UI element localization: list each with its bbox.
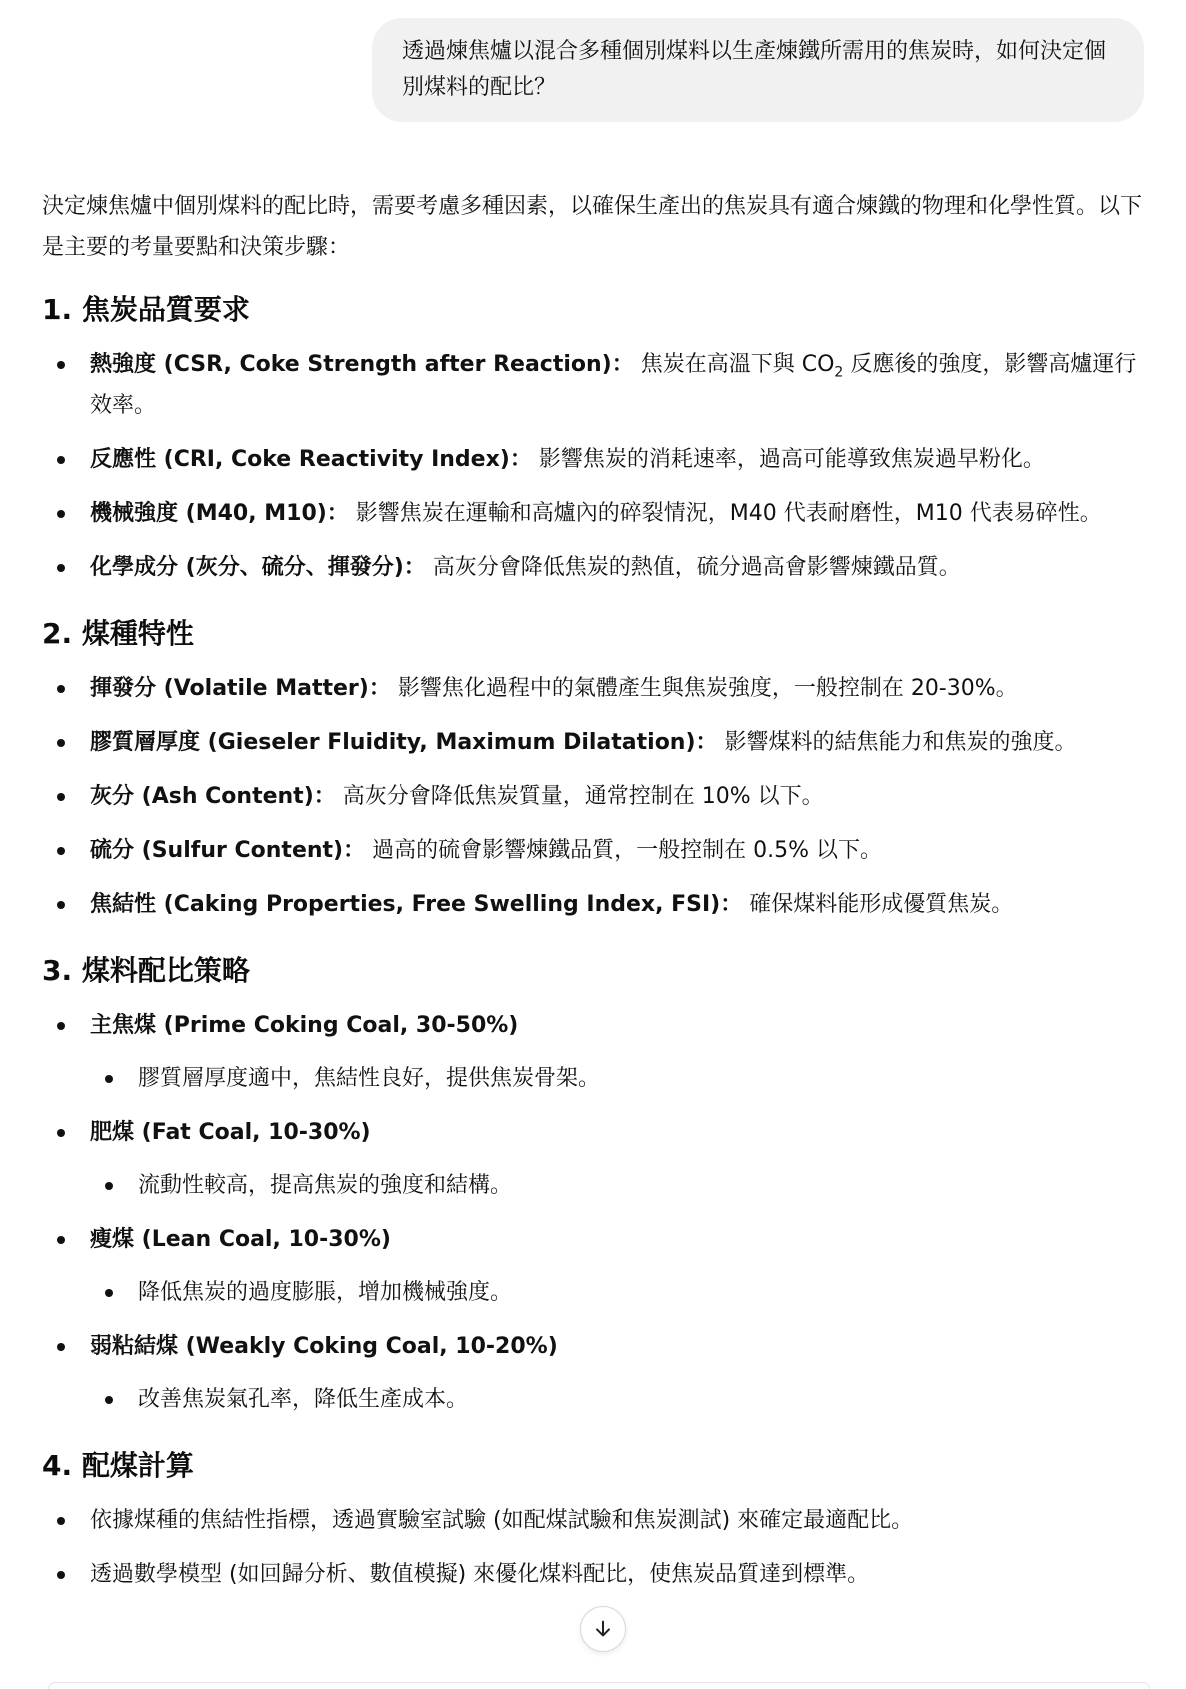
item-text: 影響煤料的結焦能力和焦炭的強度。 [717,730,1077,755]
item-term: 反應性 (CRI, Coke Reactivity Index)： [90,447,532,472]
user-message-text: 透過煉焦爐以混合多種個別煤料以生產煉鐵所需用的焦炭時，如何決定個別煤料的配比？ [402,39,1107,100]
list-item [42,668,1150,709]
sub-list-item: 流動性較高，提高焦炭的強度和結構。 [90,1165,1150,1206]
scroll-to-bottom-button[interactable] [580,1606,626,1652]
item-term: 揮發分 (Volatile Matter)： [90,676,391,701]
list-item: 透過數學模型 (如回歸分析、數值模擬) 來優化煤料配比，使焦炭品質達到標準。 [42,1554,1150,1595]
sub-list [90,1165,1150,1206]
item-text: 過高的硫會影響煉鐵品質，一般控制在 0.5% 以下。 [365,838,882,863]
sub-list-item: 改善焦炭氣孔率，降低生產成本。 [90,1379,1150,1420]
item-text: 高灰分會降低焦炭的熱值，硫分過高會影響煉鐵品質。 [425,555,961,580]
section-heading-coal-properties: 2. 煤種特性 [42,617,194,650]
list-item [42,776,1150,817]
list-item [42,344,1150,426]
item-text: 反應後的強度，影響高爐運行效率。 [90,352,1137,418]
item-text: 確保煤料能形成優質焦炭。 [742,892,1014,917]
item-text: 影響焦化過程中的氣體產生與焦炭強度，一般控制在 20-30%。 [390,676,1018,701]
sub-list [90,1272,1150,1313]
section-list-blend-strategy [42,1005,1150,1420]
subscript-2: 2 [834,364,844,381]
list-item [42,830,1150,871]
list-item [42,493,1150,534]
list-item [42,722,1150,763]
response-intro: 決定煉焦爐中個別煤料的配比時，需要考慮多種因素，以確保生產出的焦炭具有適合煉鐵的物理和化學性質。以下是主要的考量要點和決策步驟： [42,194,1143,260]
item-term: 弱粘結煤 (Weakly Coking Coal, 10-20%) [90,1334,558,1359]
item-term: 熱強度 (CSR, Coke Strength after Reaction)： [90,352,634,377]
list-item: 依據煤種的焦結性指標，透過實驗室試驗 (如配煤試驗和焦炭測試) 來確定最適配比。 [42,1500,1150,1541]
item-text: 高灰分會降低焦炭質量，通常控制在 10% 以下。 [335,784,824,809]
item-text: 影響焦炭在運輸和高爐內的碎裂情況，M40 代表耐磨性，M10 代表易碎性。 [348,501,1102,526]
item-term: 機械強度 (M40, M10)： [90,501,349,526]
item-term: 化學成分 (灰分、硫分、揮發分)： [90,555,426,580]
section-list-coal-properties [42,668,1150,925]
section-list-blend-calculation [42,1500,1150,1595]
sub-list-item: 降低焦炭的過度膨脹，增加機械強度。 [90,1272,1150,1313]
list-item [42,547,1150,588]
section-heading-blend-strategy: 3. 煤料配比策略 [42,954,250,987]
section-heading-coke-quality: 1. 焦炭品質要求 [42,293,250,326]
section-list-coke-quality [42,344,1150,588]
list-item [42,1219,1150,1313]
item-term: 主焦煤 (Prime Coking Coal, 30-50%) [90,1013,519,1038]
item-text: 焦炭在高溫下與 CO [633,352,835,377]
item-text: 影響焦炭的消耗速率，過高可能導致焦炭過早粉化。 [531,447,1045,472]
sub-list [90,1379,1150,1420]
item-term: 瘦煤 (Lean Coal, 10-30%) [90,1227,391,1252]
list-item [42,1005,1150,1099]
sub-list-item: 膠質層厚度適中，焦結性良好，提供焦炭骨架。 [90,1058,1150,1099]
item-term: 肥煤 (Fat Coal, 10-30%) [90,1120,371,1145]
assistant-response [42,186,1150,1621]
item-term: 膠質層厚度 (Gieseler Fluidity, Maximum Dilatation)： [90,730,718,755]
item-term: 灰分 (Ash Content)： [90,784,336,809]
list-item [42,884,1150,925]
list-item [42,1112,1150,1206]
list-item [42,1326,1150,1420]
user-message-bubble [372,18,1144,122]
section-heading-blend-calculation: 4. 配煤計算 [42,1449,194,1482]
arrow-down-icon [592,1618,614,1640]
item-term: 硫分 (Sulfur Content)： [90,838,366,863]
list-item [42,439,1150,480]
item-term: 焦結性 (Caking Properties, Free Swelling Index, FSI)： [90,892,743,917]
sub-list [90,1058,1150,1099]
